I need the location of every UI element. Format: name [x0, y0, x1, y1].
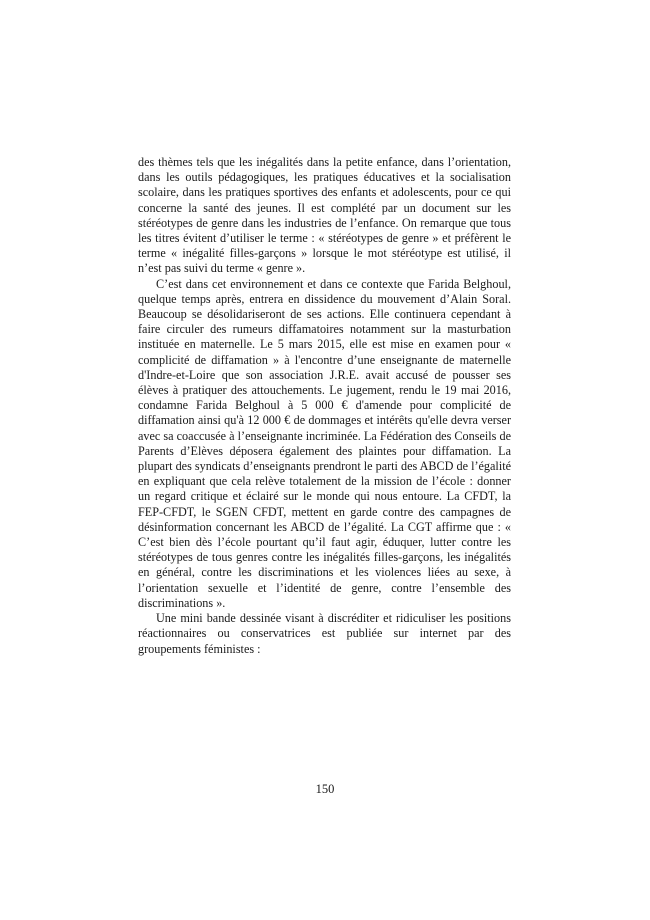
paragraph-3: Une mini bande dessinée visant à discréditer et ridiculiser les positions réactionnaires ou conservatrices est publiée sur internet par des groupements féministes :: [138, 611, 511, 656]
page-number: 150: [315, 782, 335, 796]
body-text: [138, 155, 511, 657]
paragraph-1: des thèmes tels que les inégalités dans la petite enfance, dans l’orientation, dans les outils pédagogiques, les pratiques éducatives et la socialisation scolaire, dans les pratiques sportives des enfants et adolescents, pour ce qui concerne la santé des jeunes. Il est complété par un document sur les stéréotypes de genre dans les industries de l’enfance. On remarque que tous les titres évitent d’utiliser le terme : « stéréotypes de genre » et préfèrent le terme « inégalité filles-garçons » lorsque le mot stéréotype est utilisé, il n’est pas suivi du terme « genre ».: [138, 155, 511, 276]
paragraph-2: C’est dans cet environnement et dans ce contexte que Farida Belghoul, quelque temps après, entrera en dissidence du mouvement d’Alain Soral. Beaucoup se désolidariseront de ses actions. Elle continuera cependant à faire circuler des rumeurs diffamatoires notamment sur la masturbation instituée en maternelle. Le 5 mars 2015, elle est mise en examen pour « complicité de diffamation » à l'encontre d’une enseignante de maternelle d'Indre-et-Loire que son association J.R.E. avait accusé de pousser ses élèves à pratiquer des attouchements. Le jugement, rendu le 19 mai 2016, condamne Farida Belghoul à 5 000 € d'amende pour complicité de diffamation ainsi qu'à 12 000 € de dommages et intérêts qu'elle devra verser avec sa coaccusée à l’enseignante incriminée. La Fédération des Conseils de Parents d’Elèves déposera également des plaintes pour diffamation. La plupart des syndicats d’enseignants prendront le parti des ABCD de l’égalité en expliquant que cela relève totalement de la mission de l’école : donner un regard critique et éclairé sur le monde qui nous entoure. La CFDT, la FEP-CFDT, le SGEN CFDT, mettent en garde contre des campagnes de désinformation concernant les ABCD de l’égalité. La CGT affirme que : « C’est bien dès l’école pourtant qu’il faut agir, éduquer, lutter contre les stéréotypes de tous genres contre les inégalités filles-garçons, les inégalités en général, contre les discriminations et les violences liées au sexe, à l’orientation sexuelle et l’identité de genre, contre l’ensemble des discriminations ».: [138, 276, 511, 610]
